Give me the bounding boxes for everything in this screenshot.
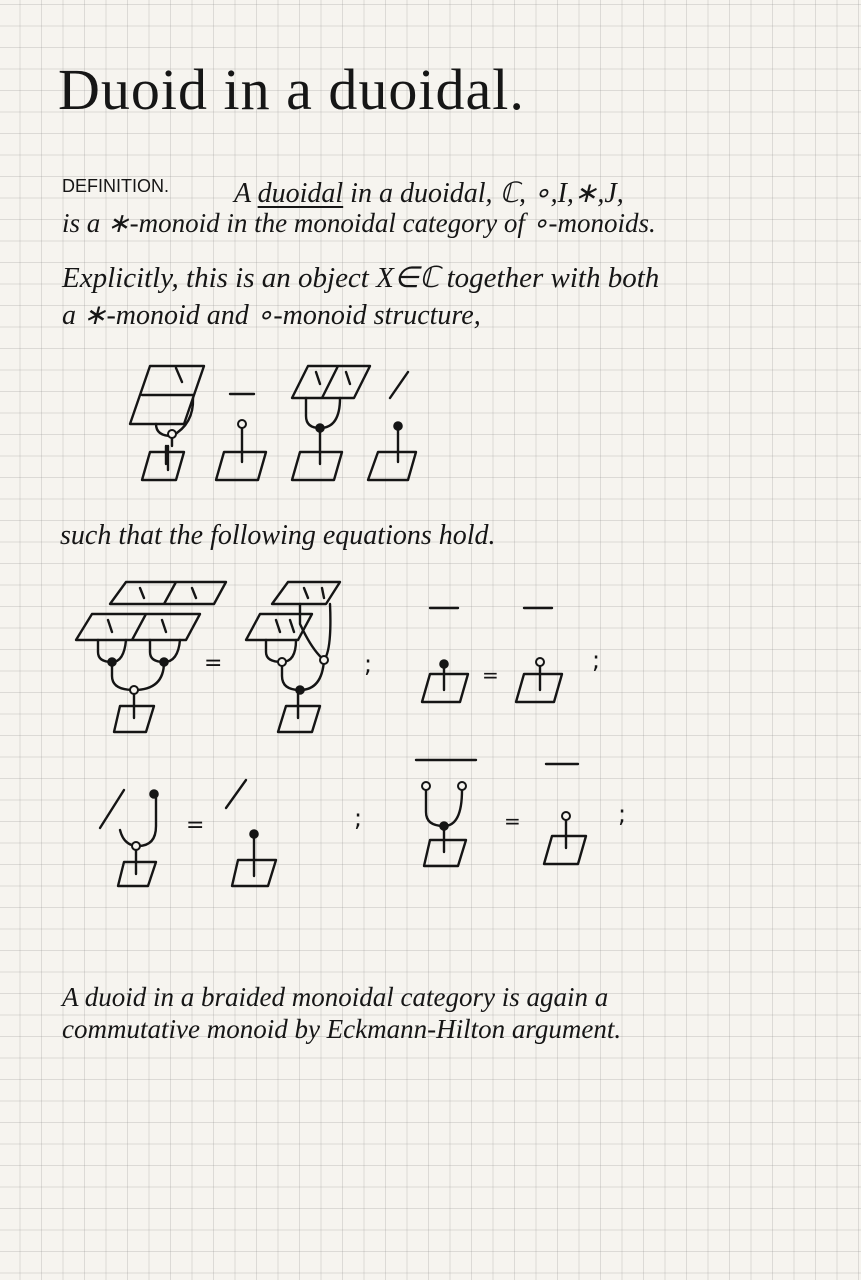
- circ-unit-diagram: [368, 372, 416, 480]
- interchange-equation-right: [246, 582, 340, 732]
- star-multiplication-diagram: [130, 366, 204, 480]
- equals-sign: =: [482, 663, 499, 687]
- unit-multiplication-equation-left: [100, 790, 158, 886]
- equals-sign: =: [504, 809, 521, 833]
- unit-equation-right: [516, 608, 562, 702]
- star-unit-diagram: [216, 394, 266, 480]
- explicit-line-1: Explicitly, this is an object X∈ℂ together with both: [62, 262, 660, 294]
- separator: ;: [364, 650, 373, 678]
- closing-line-1: A duoid in a braided monoidal category is again a: [62, 982, 609, 1012]
- page-title: Duoid in a duoidal.: [58, 57, 525, 122]
- definition-term: duoidal: [257, 178, 344, 209]
- unit-comultiplication-equation-right: [544, 764, 586, 864]
- unit-comultiplication-equation-left: [416, 760, 476, 866]
- unit-multiplication-equation-right: [226, 780, 276, 886]
- explicit-line-2: a ∗-monoid and ∘-monoid structure,: [62, 300, 481, 331]
- separator: ;: [618, 800, 627, 828]
- equals-sign: =: [204, 651, 223, 676]
- definition-rest: in a duoidal, ℂ, ∘,I,∗,J,: [343, 178, 624, 209]
- separator: ;: [354, 804, 363, 832]
- definition-line-2: is a ∗-monoid in the monoidal category of ∘-monoids.: [62, 208, 656, 238]
- separator: ;: [592, 646, 601, 674]
- definition-label: DEFINITION.: [62, 176, 169, 196]
- equations-intro: such that the following equations hold.: [60, 520, 496, 551]
- definition-article: A: [234, 178, 258, 209]
- unit-equation-left: [422, 608, 468, 702]
- circ-multiplication-diagram: [292, 366, 370, 480]
- equals-sign: =: [186, 813, 205, 838]
- closing-line-2: commutative monoid by Eckmann-Hilton argument.: [62, 1014, 622, 1044]
